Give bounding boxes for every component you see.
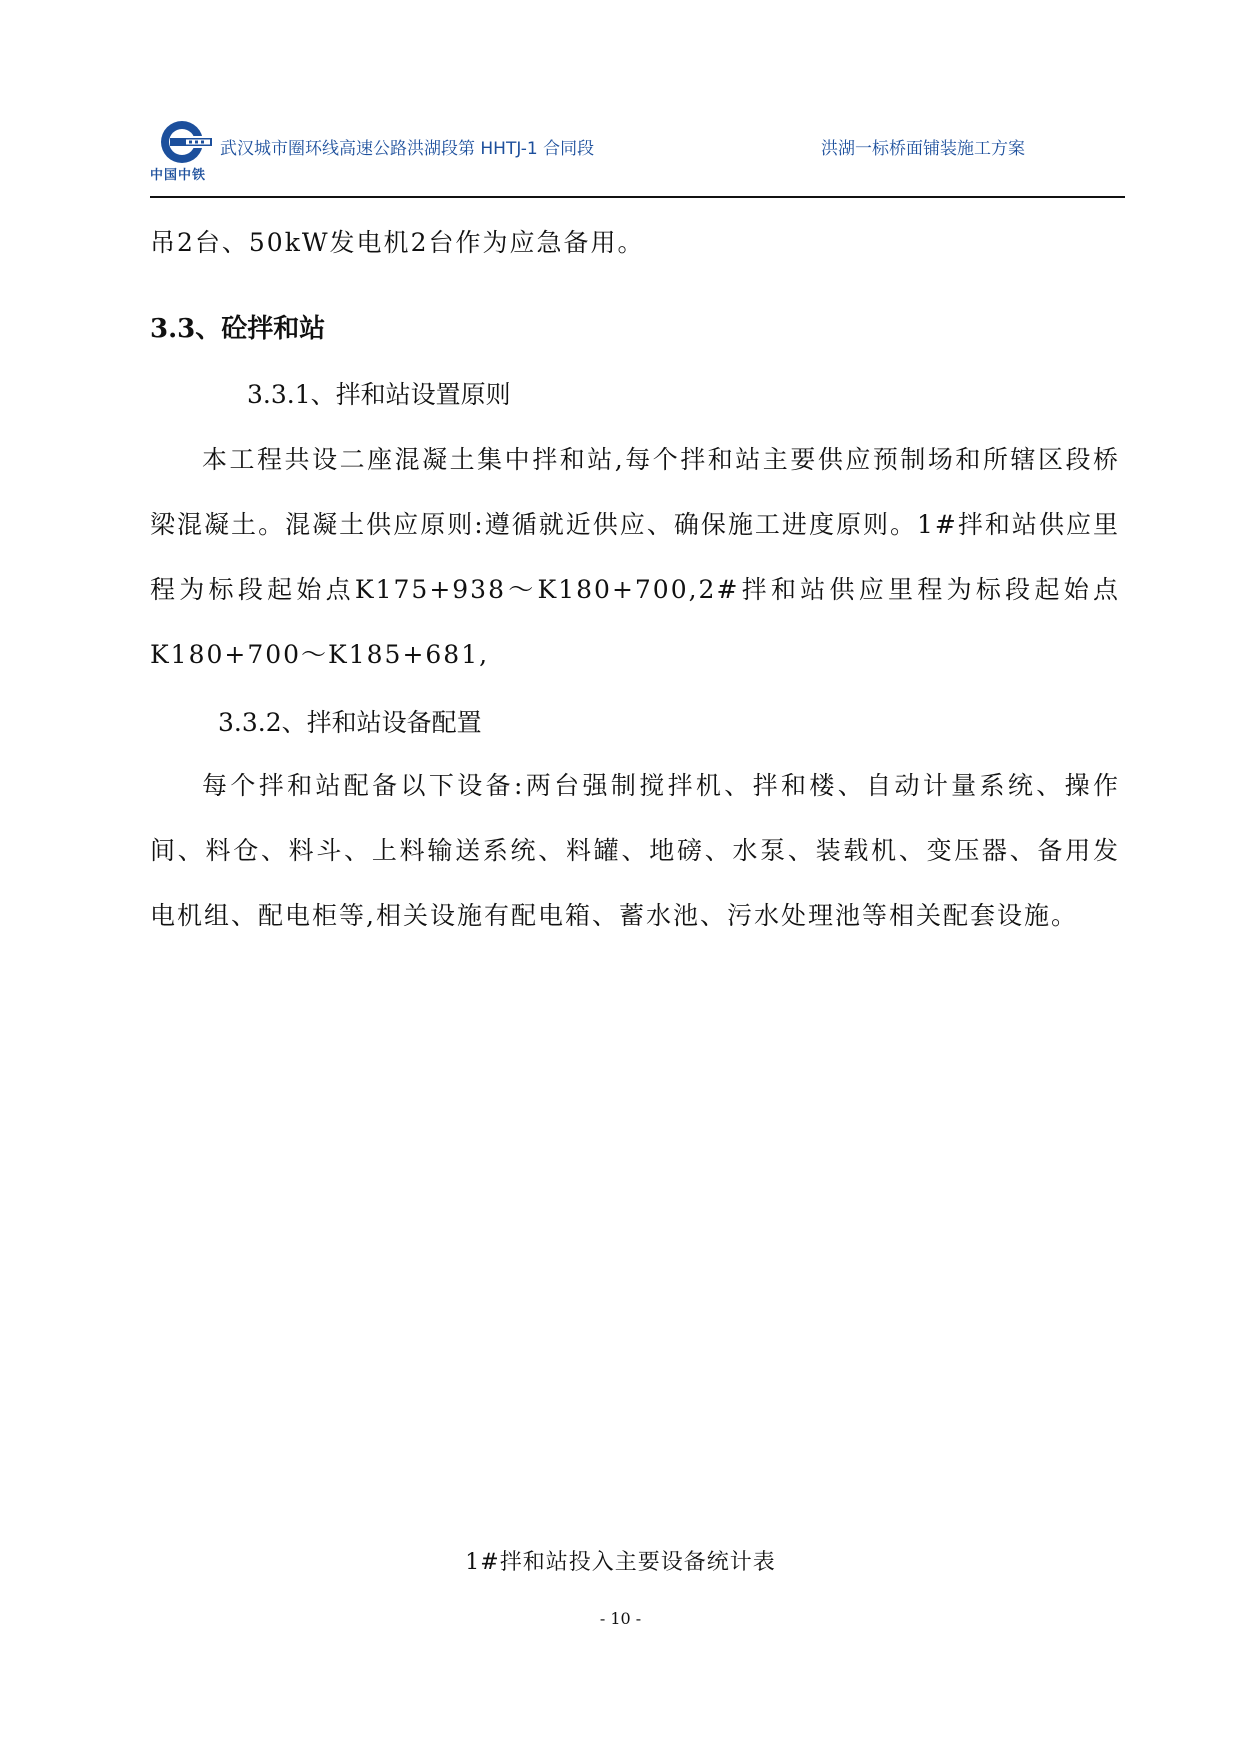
paragraph-equipment-configuration: 每个拌和站配备以下设备:两台强制搅拌机、拌和楼、自动计量系统、操作间、料仓、料斗、上料输送系统、料罐、地磅、水泵、装载机、变压器、备用发电机组、配电柜等,相关设施有配电箱、蓄水池、污水处理池等相关配套设施。 <box>150 771 1120 930</box>
section-heading-3-3-1: 3.3.1、拌和站设置原则 <box>247 380 511 409</box>
logo-caption: 中国中铁 <box>150 168 207 183</box>
section-heading-3-3-2: 3.3.2、拌和站设备配置 <box>218 708 482 737</box>
header-divider <box>150 196 1125 198</box>
page-header <box>150 112 1125 198</box>
continuation-text: 吊2台、50kW发电机2台作为应急备用。 <box>150 228 645 257</box>
document-title: 洪湖一标桥面铺装施工方案 <box>821 139 1025 159</box>
section-heading-3-3: 3.3、砼拌和站 <box>150 314 326 344</box>
table-caption: 1#拌和站投入主要设备统计表 <box>465 1550 776 1575</box>
project-title: 武汉城市圈环线高速公路洪湖段第 HHTJ-1 合同段 <box>220 139 595 159</box>
page-body <box>150 210 1120 948</box>
page-number: - 10 - <box>599 1609 642 1628</box>
paragraph-mixing-station-principle: 本工程共设二座混凝土集中拌和站,每个拌和站主要供应预制场和所辖区段桥梁混凝土。混凝土供应原则:遵循就近供应、确保施工进度原则。1#拌和站供应里程为标段起始点K175+938～K180+700,2#拌和站供应里程为标段起始点K180+700～K185+681, <box>150 445 1120 669</box>
